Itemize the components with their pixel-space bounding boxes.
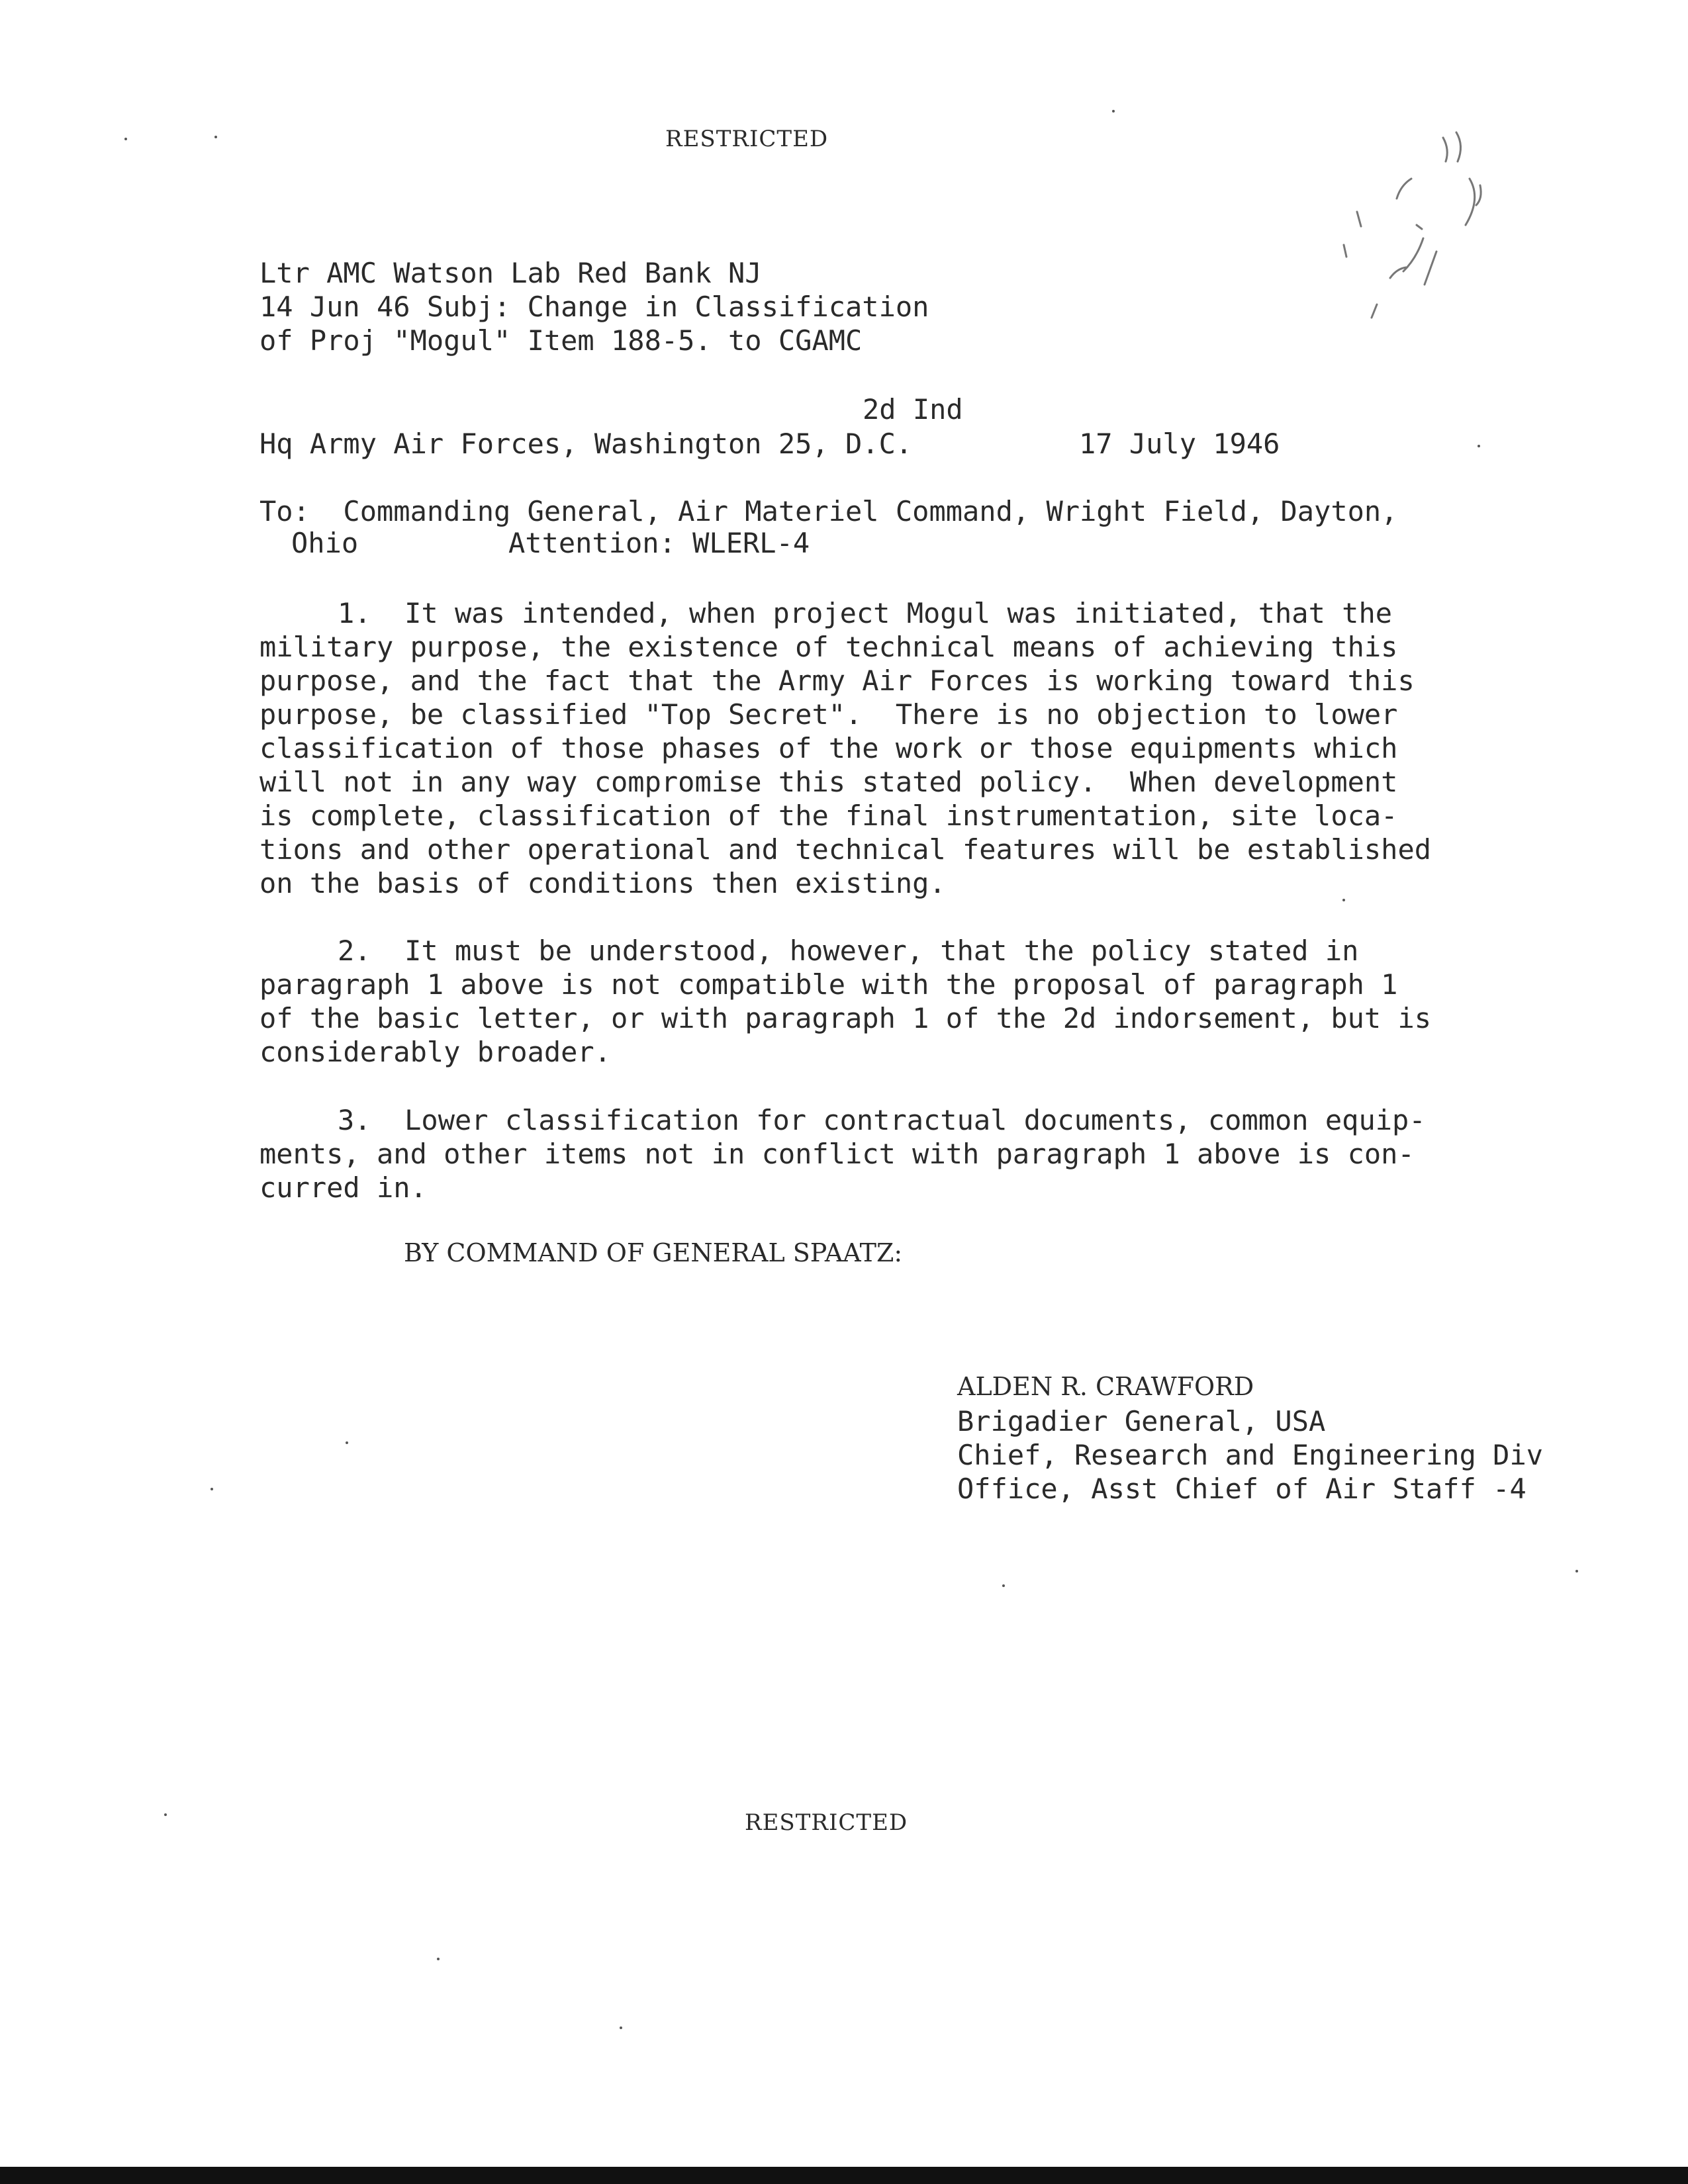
paper-speck	[437, 1958, 440, 1960]
attention-line: Attention: WLERL-4	[508, 527, 810, 559]
origin-line: Hq Army Air Forces, Washington 25, D.C.	[259, 428, 913, 460]
paper-speck	[164, 1813, 167, 1816]
paper-speck	[214, 136, 217, 138]
paragraph-line: on the basis of conditions then existing.	[259, 867, 946, 899]
reference-line: Ltr AMC Watson Lab Red Bank NJ	[259, 257, 762, 289]
reference-line: 14 Jun 46 Subj: Change in Classification	[259, 291, 929, 323]
paragraph-line: tions and other operational and technical features will be established	[259, 833, 1432, 866]
paragraph-line: considerably broader.	[259, 1036, 612, 1068]
paragraph-line: 3. Lower classification for contractual documents, common equip-	[338, 1104, 1426, 1136]
paper-speck	[1002, 1584, 1005, 1587]
paragraph-line: military purpose, the existence of technical means of achieving this	[259, 631, 1398, 663]
paragraph-line: curred in.	[259, 1171, 427, 1204]
paragraph-line: will not in any way compromise this stated policy. When development	[259, 766, 1398, 798]
paper-speck	[211, 1488, 213, 1490]
command-line: BY COMMAND OF GENERAL SPAATZ:	[404, 1238, 903, 1267]
signature-rank: Brigadier General, USA	[957, 1405, 1326, 1437]
paper-speck	[124, 138, 127, 140]
addressee-line: To: Commanding General, Air Materiel Command, Wright Field, Dayton,	[259, 495, 1398, 527]
paper-speck	[346, 1441, 348, 1444]
handwritten-marks	[1317, 106, 1582, 344]
indorsement-label: 2d Ind	[863, 393, 963, 426]
paragraph-line: purpose, and the fact that the Army Air Forces is working toward this	[259, 664, 1415, 697]
paper-speck	[1477, 445, 1480, 447]
paper-speck	[1575, 1570, 1578, 1572]
signature-office: Office, Asst Chief of Air Staff -4	[957, 1473, 1526, 1505]
paragraph-line: classification of those phases of the work or those equipments which	[259, 732, 1398, 764]
signature-title: Chief, Research and Engineering Div	[957, 1439, 1544, 1471]
addressee-place: Ohio	[291, 527, 359, 559]
paper-speck	[1342, 899, 1345, 901]
paragraph-line: 2. It must be understood, however, that the policy stated in	[338, 934, 1359, 967]
scan-edge-band	[0, 2167, 1688, 2184]
signature-name: ALDEN R. CRAWFORD	[957, 1372, 1254, 1401]
footer-restricted-mark: RESTRICTED	[745, 1809, 908, 1836]
paragraph-line: 1. It was intended, when project Mogul was initiated, that the	[338, 597, 1393, 629]
paper-speck	[1112, 110, 1115, 113]
paragraph-line: purpose, be classified "Top Secret". There is no objection to lower	[259, 698, 1398, 731]
paragraph-line: is complete, classification of the final instrumentation, site loca-	[259, 799, 1398, 832]
paragraph-line: paragraph 1 above is not compatible with the proposal of paragraph 1	[259, 968, 1398, 1001]
document-date: 17 July 1946	[1079, 428, 1280, 460]
header-restricted-mark: RESTRICTED	[665, 126, 829, 152]
paper-speck	[620, 2026, 622, 2029]
paragraph-line: ments, and other items not in conflict with paragraph 1 above is con-	[259, 1138, 1415, 1170]
paragraph-line: of the basic letter, or with paragraph 1 of the 2d indorsement, but is	[259, 1002, 1432, 1034]
reference-line: of Proj "Mogul" Item 188-5. to CGAMC	[259, 324, 863, 357]
